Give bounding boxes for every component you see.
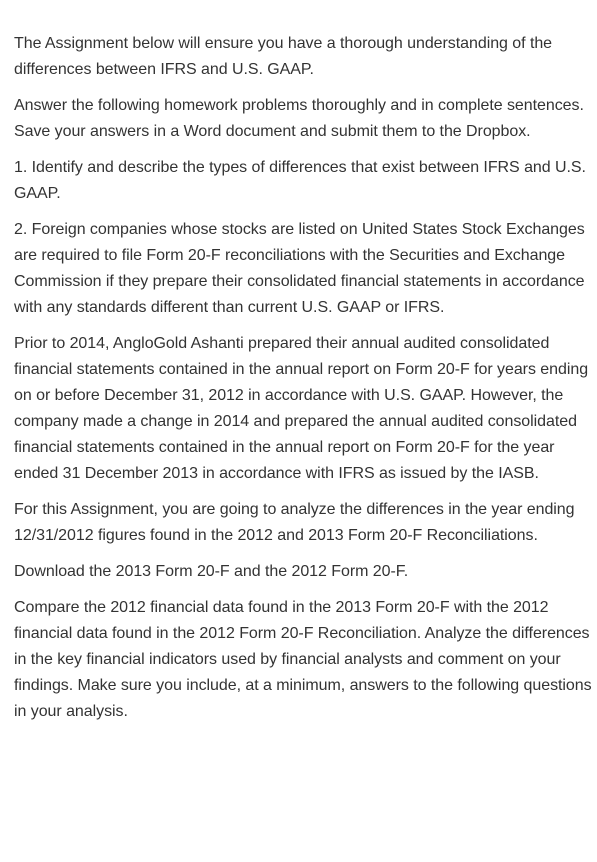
assignment-document	[14, 31, 592, 735]
download-instruction: Download the 2013 Form 20-F and the 2012 Form 20-F.	[14, 563, 409, 580]
question-2: 2. Foreign companies whose stocks are listed on United States Stock Exchanges are required to file Form 20-F reconciliations with the Securities and Exchange Commission if they prepare their consolidated financial statements in accordance with any standards different than current U.S. GAAP or IFRS.	[14, 221, 585, 316]
question-1: 1. Identify and describe the types of differences that exist between IFRS and U.S. GAAP.	[14, 159, 586, 202]
comparison-instruction: Compare the 2012 financial data found in the 2013 Form 20-F with the 2012 financial data found in the 2012 Form 20-F Reconciliation. Analyze the differences in the key financial indicators used by financial analysts and comment on your findings. Make sure you include, at a minimum, answers to the following questions in your analysis.	[14, 599, 592, 720]
assignment-scope-paragraph: For this Assignment, you are going to analyze the differences in the year ending 12/31/2012 figures found in the 2012 and 2013 Form 20-F Reconciliations.	[14, 501, 575, 544]
background-paragraph: Prior to 2014, AngloGold Ashanti prepared their annual audited consolidated financial statements contained in the annual report on Form 20-F for years ending on or before December 31, 2012 in accordance with U.S. GAAP. However, the company made a change in 2014 and prepared the annual audited consolidated financial statements contained in the annual report on Form 20-F for the year ended 31 December 2013 in accordance with IFRS as issued by the IASB.	[14, 335, 589, 482]
intro-paragraph: The Assignment below will ensure you have a thorough understanding of the differences between IFRS and U.S. GAAP.	[14, 35, 553, 78]
instructions-paragraph: Answer the following homework problems thoroughly and in complete sentences. Save your answers in a Word document and submit them to the Dropbox.	[14, 97, 584, 140]
